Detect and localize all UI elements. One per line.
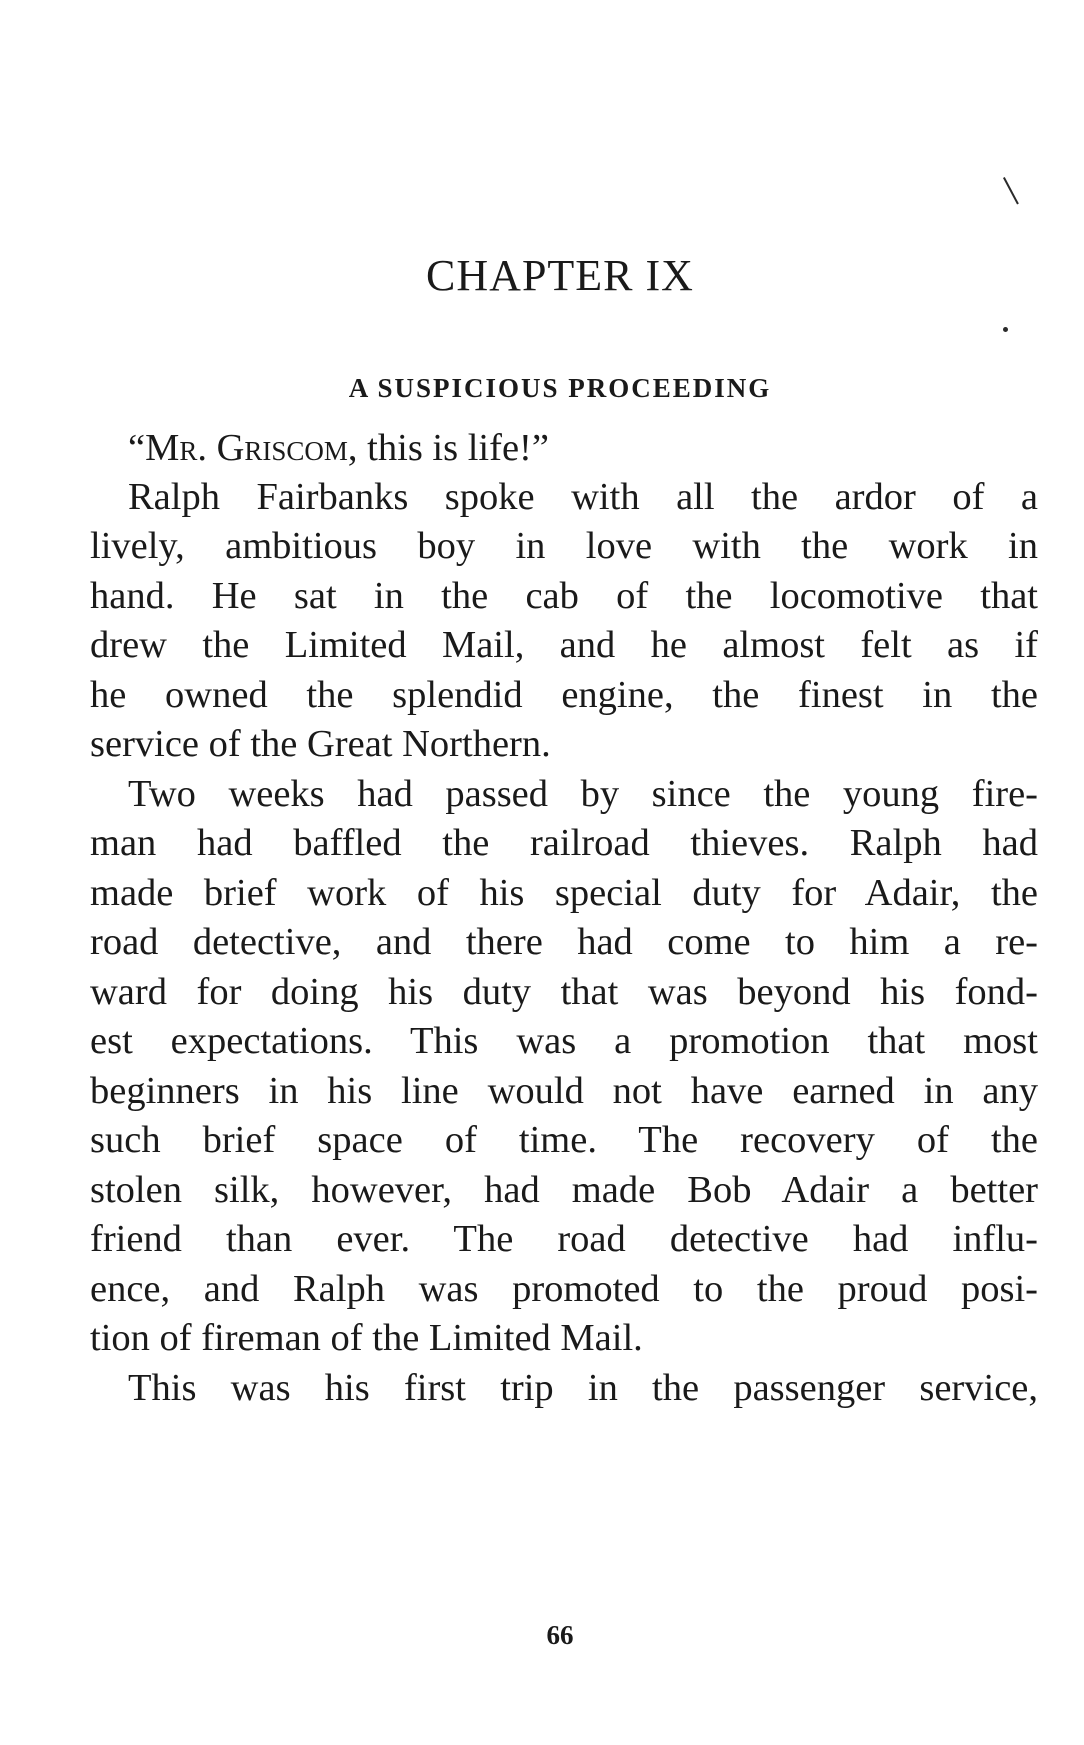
opening-name: Mr. Griscom <box>145 427 348 469</box>
paragraph-2-line: made brief work of his special duty for Adair, the <box>90 872 1038 914</box>
paragraph-1-line: hand. He sat in the cab of the locomotive that <box>90 575 1038 617</box>
chapter-title: CHAPTER IX <box>426 251 694 300</box>
paragraph-2-line: Two weeks had passed by since the young fire- <box>128 773 1038 815</box>
stray-dot <box>1003 327 1008 332</box>
paragraph-1-line: lively, ambitious boy in love with the work in <box>90 525 1038 567</box>
paragraph-2-line: beginners in his line would not have earned in any <box>90 1070 1038 1112</box>
paragraph-2-line: friend than ever. The road detective had influ- <box>90 1218 1038 1260</box>
paragraph-2-line: man had baffled the railroad thieves. Ralph had <box>90 822 1038 864</box>
paragraph-2-line: ward for doing his duty that was beyond his fond- <box>90 971 1038 1013</box>
paragraph-1-line: service of the Great Northern. <box>90 723 551 765</box>
paragraph-2-line: ence, and Ralph was promoted to the proud posi- <box>90 1268 1038 1310</box>
paragraph-2-line: est expectations. This was a promotion that most <box>90 1020 1038 1062</box>
paragraph-3-line: This was his first trip in the passenger service, <box>128 1367 1038 1409</box>
paragraph-1-line: drew the Limited Mail, and he almost felt as if <box>90 624 1038 666</box>
opening-rest: , this is life!” <box>347 427 549 469</box>
paragraph-2-line: tion of fireman of the Limited Mail. <box>90 1317 643 1359</box>
paragraph-1-line: Ralph Fairbanks spoke with all the ardor of a <box>128 476 1038 518</box>
paragraph-2-line: road detective, and there had come to him a re- <box>90 921 1038 963</box>
chapter-subtitle: A SUSPICIOUS PROCEEDING <box>348 373 772 403</box>
paragraph-2-line: stolen silk, however, had made Bob Adair a better <box>90 1169 1038 1211</box>
opening-quote-mark: “ <box>128 427 146 469</box>
stray-mark <box>1003 177 1019 204</box>
opening-line <box>128 426 549 470</box>
page-number: 66 <box>546 1620 574 1650</box>
paragraph-2-line: such brief space of time. The recovery of the <box>90 1119 1038 1161</box>
paragraph-1-line: he owned the splendid engine, the finest in the <box>90 674 1038 716</box>
